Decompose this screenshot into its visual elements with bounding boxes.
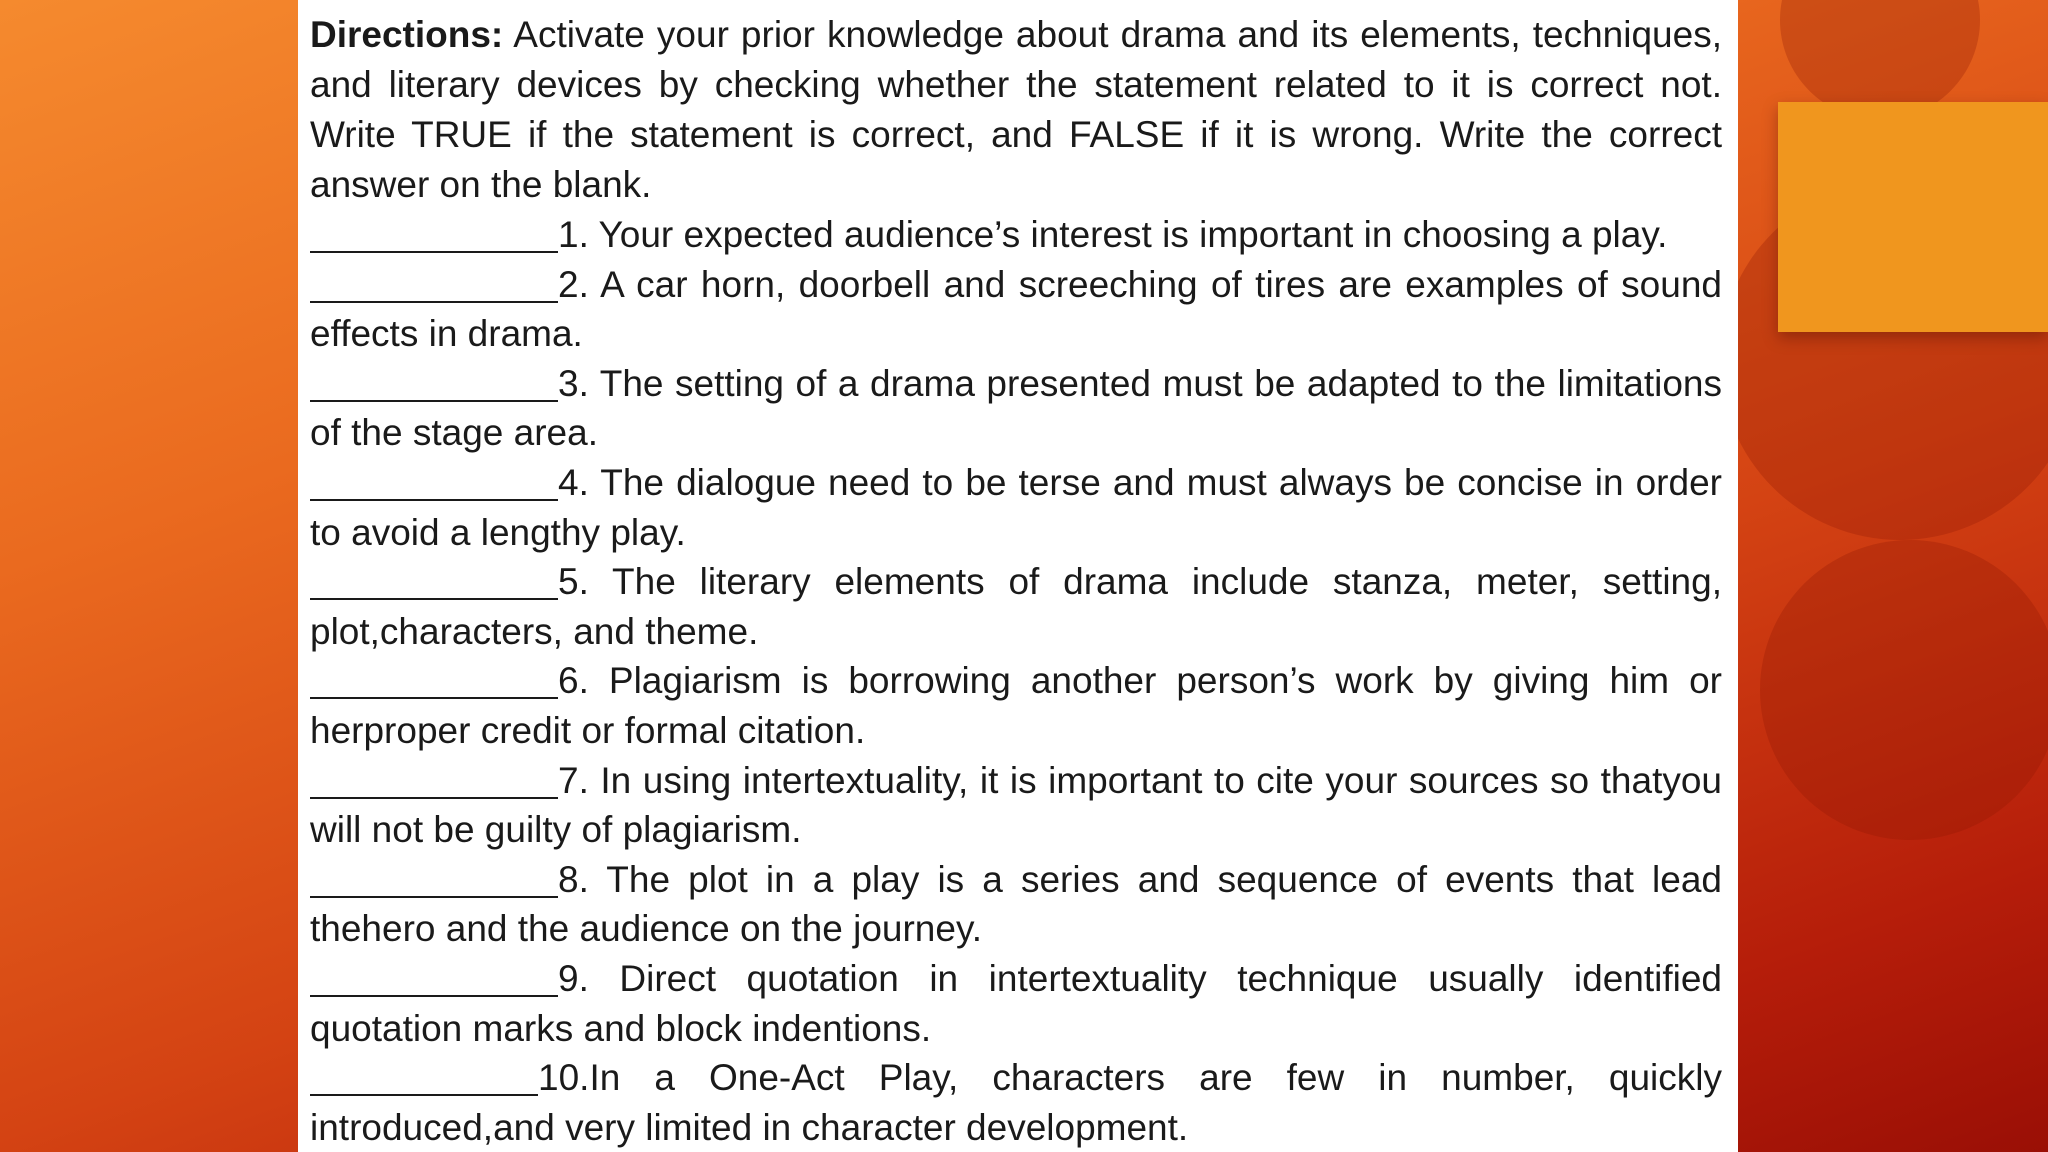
answer-blank[interactable] [310,364,558,402]
item-text: The setting of a drama presented must be adapted to the limitations of the stage area. [310,362,1722,454]
item-number: 10. [538,1057,590,1099]
worksheet-panel [298,0,1738,1152]
list-item [310,855,1722,954]
answer-blank[interactable] [310,215,558,253]
item-number: 2. [558,263,589,305]
gear-decoration [1760,540,2048,840]
answer-blank[interactable] [310,265,558,303]
list-item [310,260,1722,359]
item-text: Direct quotation in intertextuality technique usually identified quotation marks and block indentions. [310,957,1723,1049]
answer-blank[interactable] [310,959,558,997]
directions-text: Activate your prior knowledge about drama and its elements, techniques, and literary devices by checking whether the statement related to it is correct not. Write TRUE if the statement is correct, and FALSE if it is wrong. Write the correct answer on the blank. [310,14,1722,205]
list-item [310,458,1722,557]
accent-box [1778,102,2048,332]
item-text: Your expected audience’s interest is important in choosing a play. [598,214,1668,255]
item-text: The literary elements of drama include stanza, meter, setting, plot,characters, and theme. [310,561,1722,652]
item-text: In using intertextuality, it is important to cite your sources so thatyou will not be guilty of plagiarism. [310,759,1723,851]
item-text: Plagiarism is borrowing another person’s work by giving him or herproper credit or formal citation. [310,660,1722,751]
item-number: 9. [558,957,589,999]
item-number: 8. [558,858,589,900]
directions-label: Directions: [310,14,504,55]
answer-blank[interactable] [310,661,558,699]
item-number: 1. [558,214,589,255]
answer-blank[interactable] [310,463,558,501]
answer-blank[interactable] [310,562,558,600]
directions-paragraph [310,10,1722,210]
list-item [310,359,1722,458]
list-item [310,1053,1722,1152]
answer-blank[interactable] [310,761,558,799]
item-number: 3. [558,362,589,404]
item-text: A car horn, doorbell and screeching of tires are examples of sound effects in drama. [310,263,1722,355]
list-item [310,557,1722,656]
item-text: In a One-Act Play, characters are few in number, quickly introduced,and very limited in character development. [310,1057,1722,1148]
item-number: 6. [558,660,589,702]
item-text: The plot in a play is a series and sequence of events that lead thehero and the audience on the journey. [310,858,1722,950]
answer-blank[interactable] [310,860,558,898]
list-item [310,954,1722,1053]
list-item [310,656,1722,755]
item-number: 5. [558,561,589,603]
list-item [310,210,1722,260]
item-number: 7. [558,759,589,801]
item-text: The dialogue need to be terse and must always be concise in order to avoid a lengthy play. [310,461,1722,553]
answer-blank[interactable] [310,1058,538,1096]
list-item [310,756,1722,855]
item-number: 4. [558,461,589,503]
